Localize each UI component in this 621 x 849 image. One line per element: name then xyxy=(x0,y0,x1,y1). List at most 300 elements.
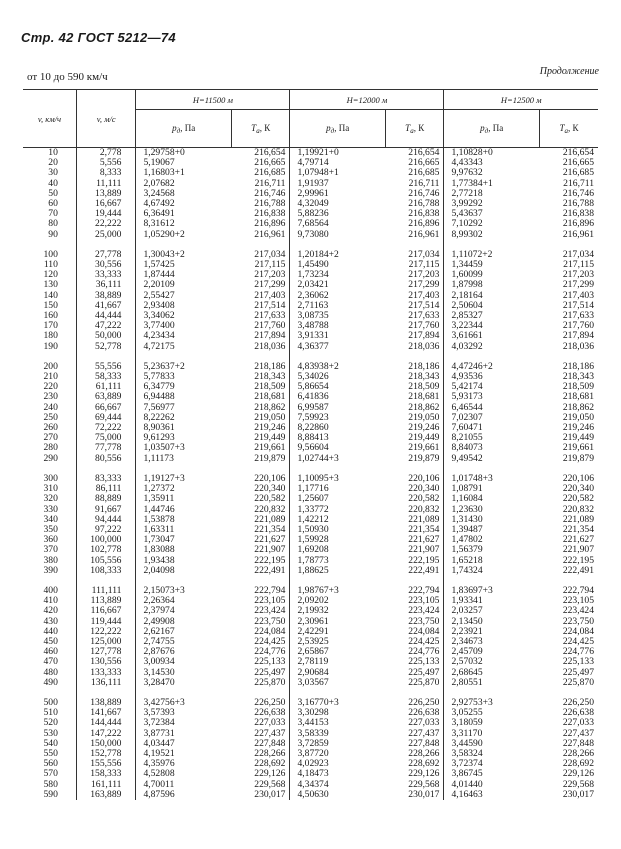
pressure-cell: 1,56379 xyxy=(444,545,539,555)
temperature-cell: 228,692 xyxy=(562,758,594,770)
speed-ms-cell: 136,111 xyxy=(76,678,136,688)
header-pressure: $p_д$, Па xyxy=(290,110,385,148)
pressure-cell: 5,88236 xyxy=(290,209,385,219)
pressure-cell: 9,73080 xyxy=(290,230,385,240)
speed-ms-cell: 19,444 xyxy=(76,209,136,219)
temperature-cell: 227,033 xyxy=(254,717,286,729)
pressure-cell: 1,98767+3 xyxy=(290,586,385,596)
pressure-cell: 2,13450 xyxy=(444,617,539,627)
temperature-cell: 217,403 xyxy=(562,289,594,301)
speed-kmh-cell: 540 xyxy=(43,737,58,749)
speed-kmh-cell: 300 xyxy=(43,472,58,484)
pressure-cell: 1,25607 xyxy=(290,494,385,504)
speed-ms-cell: 116,667 xyxy=(76,606,136,616)
pressure-cell: 2,15073+3 xyxy=(136,586,231,596)
header-pressure: $p_д$, Па xyxy=(136,110,231,148)
temperature-cell: 223,424 xyxy=(408,605,440,617)
speed-ms-cell: 5,556 xyxy=(76,158,136,168)
speed-kmh-cell: 90 xyxy=(48,228,58,240)
temperature-cell: 224,425 xyxy=(254,635,286,647)
temperature-cell: 216,665 xyxy=(408,157,440,169)
temperature-cell: 229,126 xyxy=(254,768,286,780)
temperature-cell: 228,266 xyxy=(562,747,594,759)
pressure-cell: 2,37974 xyxy=(136,606,231,616)
pressure-cell: 7,10292 xyxy=(444,219,539,229)
speed-kmh-cell: 420 xyxy=(43,605,58,617)
temperature-cell: 224,776 xyxy=(254,646,286,658)
pressure-cell: 2,85327 xyxy=(444,311,539,321)
temperature-cell: 219,879 xyxy=(254,452,286,464)
pressure-cell: 4,87596 xyxy=(136,790,231,800)
pressure-cell: 3,31170 xyxy=(444,729,539,739)
pressure-cell: 8,31612 xyxy=(136,219,231,229)
table-body xyxy=(23,148,598,800)
speed-kmh-cell: 400 xyxy=(43,584,58,596)
atmosphere-table xyxy=(23,89,598,800)
temperature-cell: 224,084 xyxy=(562,625,594,637)
pressure-cell: 1,11072+2 xyxy=(444,250,539,260)
speed-kmh-cell: 530 xyxy=(43,727,58,739)
pressure-cell: 3,87720 xyxy=(290,749,385,759)
speed-kmh-cell: 480 xyxy=(43,666,58,678)
speed-kmh-cell: 30 xyxy=(48,167,58,179)
speed-ms-cell: 2,778 xyxy=(76,148,136,159)
pressure-cell: 1,34459 xyxy=(444,260,539,270)
pressure-cell: 2,09202 xyxy=(290,596,385,606)
pressure-cell: 3,58339 xyxy=(290,729,385,739)
pressure-cell: 2,80551 xyxy=(444,678,539,688)
temperature-cell: 219,050 xyxy=(254,411,286,423)
temperature-cell: 217,034 xyxy=(408,248,440,260)
speed-ms-cell: 158,333 xyxy=(76,769,136,779)
temperature-cell: 216,654 xyxy=(254,147,286,158)
temperature-cell: 217,894 xyxy=(562,330,594,342)
speed-ms-cell: 41,667 xyxy=(76,301,136,311)
pressure-cell: 4,52808 xyxy=(136,769,231,779)
pressure-cell: 2,07682 xyxy=(136,179,231,189)
temperature-cell: 217,760 xyxy=(254,320,286,332)
speed-kmh-cell: 40 xyxy=(48,177,58,189)
speed-kmh-cell: 430 xyxy=(43,615,58,627)
speed-ms-cell: 113,889 xyxy=(76,596,136,606)
pressure-cell: 1,39487 xyxy=(444,525,539,535)
temperature-cell: 227,848 xyxy=(562,737,594,749)
temperature-cell: 218,509 xyxy=(562,381,594,393)
temperature-cell: 225,133 xyxy=(408,656,440,668)
speed-ms-cell: 16,667 xyxy=(76,199,136,209)
temperature-cell: 218,343 xyxy=(408,371,440,383)
speed-kmh-cell: 10 xyxy=(48,147,58,158)
temperature-cell: 225,870 xyxy=(408,676,440,688)
temperature-cell: 219,050 xyxy=(408,411,440,423)
speed-ms-cell: 125,000 xyxy=(76,637,136,647)
temperature-cell: 226,250 xyxy=(562,696,594,708)
speed-kmh-cell: 230 xyxy=(43,391,58,403)
pressure-cell: 1,87444 xyxy=(136,270,231,280)
pressure-cell: 9,49542 xyxy=(444,454,539,464)
speed-ms-cell: 22,222 xyxy=(76,219,136,229)
speed-kmh-cell: 500 xyxy=(43,696,58,708)
table-row xyxy=(23,342,598,352)
temperature-cell: 220,340 xyxy=(254,483,286,495)
pressure-cell: 1,31430 xyxy=(444,515,539,525)
pressure-cell: 2,04098 xyxy=(136,566,231,576)
pressure-cell: 1,23630 xyxy=(444,505,539,515)
temperature-cell: 220,832 xyxy=(562,503,594,515)
pressure-cell: 1,50930 xyxy=(290,525,385,535)
temperature-cell: 223,105 xyxy=(562,595,594,607)
temperature-cell: 217,514 xyxy=(408,299,440,311)
speed-ms-cell: 33,333 xyxy=(76,270,136,280)
temperature-cell: 224,776 xyxy=(562,646,594,658)
temperature-cell: 217,115 xyxy=(563,259,594,271)
speed-kmh-cell: 200 xyxy=(43,360,58,372)
speed-ms-cell: 97,222 xyxy=(76,525,136,535)
pressure-cell: 8,22262 xyxy=(136,413,231,423)
temperature-cell: 228,692 xyxy=(254,758,286,770)
pressure-cell: 7,68564 xyxy=(290,219,385,229)
pressure-cell: 1,16084 xyxy=(444,494,539,504)
temperature-cell: 222,491 xyxy=(254,564,286,576)
temperature-cell: 219,661 xyxy=(254,442,286,454)
speed-ms-cell: 72,222 xyxy=(76,423,136,433)
speed-kmh-cell: 60 xyxy=(48,198,58,210)
temperature-cell: 216,685 xyxy=(562,167,594,179)
temperature-cell: 216,746 xyxy=(408,187,440,199)
pressure-cell: 3,72859 xyxy=(290,739,385,749)
temperature-cell: 218,862 xyxy=(408,401,440,413)
speed-ms-cell: 152,778 xyxy=(76,749,136,759)
temperature-cell: 227,033 xyxy=(562,717,594,729)
pressure-cell: 1,08791 xyxy=(444,484,539,494)
pressure-cell: 5,43637 xyxy=(444,209,539,219)
temperature-cell: 229,126 xyxy=(562,768,594,780)
temperature-cell: 219,050 xyxy=(562,411,594,423)
temperature-cell: 227,848 xyxy=(254,737,286,749)
pressure-cell: 1,19127+3 xyxy=(136,474,231,484)
pressure-cell: 2,93408 xyxy=(136,301,231,311)
pressure-cell: 7,59923 xyxy=(290,413,385,423)
temperature-cell: 221,907 xyxy=(562,544,594,556)
header-v-kmh: v, км/ч xyxy=(23,90,76,148)
temperature-cell: 216,838 xyxy=(408,208,440,220)
speed-kmh-cell: 390 xyxy=(43,564,58,576)
pressure-cell: 3,16770+3 xyxy=(290,698,385,708)
speed-ms-cell: 63,889 xyxy=(76,392,136,402)
temperature-cell: 229,568 xyxy=(254,778,286,790)
temperature-cell: 220,582 xyxy=(254,493,286,505)
temperature-cell: 217,203 xyxy=(408,269,440,281)
temperature-cell: 218,186 xyxy=(408,360,440,372)
temperature-cell: 217,299 xyxy=(562,279,594,291)
speed-kmh-cell: 160 xyxy=(43,310,58,322)
pressure-cell: 1,63311 xyxy=(136,525,231,535)
temperature-cell: 220,582 xyxy=(562,493,594,505)
temperature-cell: 219,449 xyxy=(562,432,594,444)
pressure-cell: 4,47246+2 xyxy=(444,362,539,372)
speed-ms-cell: 50,000 xyxy=(76,331,136,341)
speed-kmh-cell: 180 xyxy=(43,330,58,342)
pressure-cell: 3,72384 xyxy=(136,718,231,728)
temperature-cell: 222,794 xyxy=(254,584,286,596)
speed-ms-cell: 94,444 xyxy=(76,515,136,525)
temperature-cell: 218,862 xyxy=(562,401,594,413)
temperature-cell: 217,894 xyxy=(254,330,286,342)
pressure-cell: 8,22860 xyxy=(290,423,385,433)
temperature-cell: 225,497 xyxy=(408,666,440,678)
temperature-cell: 218,036 xyxy=(254,340,286,352)
speed-ms-cell: 144,444 xyxy=(76,718,136,728)
speed-ms-cell: 52,778 xyxy=(76,342,136,352)
temperature-cell: 230,017 xyxy=(408,788,440,800)
temperature-cell: 216,746 xyxy=(254,187,286,199)
speed-kmh-cell: 470 xyxy=(43,656,58,668)
temperature-cell: 225,870 xyxy=(562,676,594,688)
temperature-cell: 221,089 xyxy=(408,513,440,525)
speed-kmh-cell: 380 xyxy=(43,554,58,566)
temperature-cell: 226,250 xyxy=(254,696,286,708)
temperature-cell: 216,665 xyxy=(254,157,286,169)
speed-ms-cell: 69,444 xyxy=(76,413,136,423)
pressure-cell: 2,78119 xyxy=(290,657,385,667)
temperature-cell: 218,509 xyxy=(408,381,440,393)
temperature-cell: 225,133 xyxy=(254,656,286,668)
speed-ms-cell: 25,000 xyxy=(76,230,136,240)
temperature-cell: 224,084 xyxy=(254,625,286,637)
temperature-cell: 216,654 xyxy=(562,147,594,158)
speed-kmh-cell: 520 xyxy=(43,717,58,729)
pressure-cell: 1,42212 xyxy=(290,515,385,525)
speed-kmh-cell: 590 xyxy=(43,788,58,800)
pressure-cell: 4,93536 xyxy=(444,372,539,382)
speed-kmh-cell: 320 xyxy=(43,493,58,505)
temperature-cell: 216,896 xyxy=(254,218,286,230)
pressure-cell: 2,45709 xyxy=(444,647,539,657)
pressure-cell: 8,88413 xyxy=(290,433,385,443)
speed-ms-cell: 13,889 xyxy=(76,189,136,199)
speed-ms-cell: 38,889 xyxy=(76,291,136,301)
temperature-cell: 216,711 xyxy=(254,177,286,189)
temperature-cell: 217,633 xyxy=(562,310,594,322)
temperature-cell: 227,437 xyxy=(254,727,286,739)
temperature-cell: 227,437 xyxy=(408,727,440,739)
pressure-cell: 1,60099 xyxy=(444,270,539,280)
temperature-cell: 224,425 xyxy=(408,635,440,647)
pressure-cell: 2,68645 xyxy=(444,668,539,678)
pressure-cell: 1,30043+2 xyxy=(136,250,231,260)
pressure-cell: 3,14530 xyxy=(136,668,231,678)
table-row xyxy=(23,678,598,688)
speed-ms-cell: 91,667 xyxy=(76,505,136,515)
speed-kmh-cell: 310 xyxy=(43,483,58,495)
temperature-cell: 221,354 xyxy=(562,523,594,535)
temperature-cell: 218,186 xyxy=(562,360,594,372)
temperature-cell: 221,354 xyxy=(408,523,440,535)
header-altitude-3: H=12500 м xyxy=(444,90,598,110)
pressure-cell: 5,19067 xyxy=(136,158,231,168)
temperature-cell: 216,711 xyxy=(563,177,594,189)
header-row-altitudes xyxy=(23,90,598,110)
temperature-cell: 226,638 xyxy=(408,707,440,719)
temperature-cell: 217,115 xyxy=(254,259,286,271)
temperature-cell: 228,266 xyxy=(254,747,286,759)
pressure-cell: 1,17716 xyxy=(290,484,385,494)
pressure-cell: 4,67492 xyxy=(136,199,231,209)
pressure-cell: 3,28470 xyxy=(136,678,231,688)
temperature-cell: 223,424 xyxy=(562,605,594,617)
temperature-cell: 216,838 xyxy=(562,208,594,220)
temperature-cell: 217,299 xyxy=(254,279,286,291)
temperature-cell: 216,961 xyxy=(408,228,440,240)
pressure-cell: 2,90684 xyxy=(290,668,385,678)
temperature-cell: 218,343 xyxy=(562,371,594,383)
pressure-cell: 4,34374 xyxy=(290,780,385,790)
temperature-cell: 217,034 xyxy=(254,248,286,260)
speed-ms-cell: 141,667 xyxy=(76,708,136,718)
pressure-cell: 3,77400 xyxy=(136,321,231,331)
speed-ms-cell: 55,556 xyxy=(76,362,136,372)
temperature-cell: 217,894 xyxy=(408,330,440,342)
temperature-cell: 226,250 xyxy=(408,696,440,708)
pressure-cell: 2,19932 xyxy=(290,606,385,616)
speed-kmh-cell: 290 xyxy=(43,452,58,464)
temperature-cell: 216,961 xyxy=(254,228,286,240)
pressure-cell: 4,32049 xyxy=(290,199,385,209)
temperature-cell: 220,340 xyxy=(562,483,594,495)
temperature-cell: 229,568 xyxy=(408,778,440,790)
pressure-cell: 4,72175 xyxy=(136,342,231,352)
pressure-cell: 8,90361 xyxy=(136,423,231,433)
pressure-cell: 1,78773 xyxy=(290,556,385,566)
temperature-cell: 224,084 xyxy=(408,625,440,637)
speed-ms-cell: 44,444 xyxy=(76,311,136,321)
speed-kmh-cell: 110 xyxy=(43,259,58,271)
temperature-cell: 217,115 xyxy=(408,259,440,271)
temperature-cell: 221,627 xyxy=(408,534,440,546)
temperature-cell: 229,126 xyxy=(408,768,440,780)
speed-kmh-cell: 510 xyxy=(43,707,58,719)
pressure-cell: 2,03257 xyxy=(444,606,539,616)
header-temperature: $T_a$, К xyxy=(231,110,290,148)
pressure-cell: 4,03447 xyxy=(136,739,231,749)
temperature-cell: 230,017 xyxy=(254,788,286,800)
temperature-cell: 220,340 xyxy=(408,483,440,495)
pressure-cell: 1,20184+2 xyxy=(290,250,385,260)
table-row xyxy=(23,606,598,616)
temperature-cell: 217,203 xyxy=(254,269,286,281)
temperature-cell: 225,133 xyxy=(562,656,594,668)
temperature-cell: 218,681 xyxy=(408,391,440,403)
pressure-cell: 4,01440 xyxy=(444,780,539,790)
speed-kmh-cell: 350 xyxy=(43,523,58,535)
pressure-cell: 4,03292 xyxy=(444,342,539,352)
pressure-cell: 3,03567 xyxy=(290,678,385,688)
pressure-cell: 1,73047 xyxy=(136,535,231,545)
speed-kmh-cell: 50 xyxy=(48,187,58,199)
pressure-cell: 4,36377 xyxy=(290,342,385,352)
pressure-cell: 1,83088 xyxy=(136,545,231,555)
speed-kmh-cell: 130 xyxy=(43,279,58,291)
pressure-cell: 6,34779 xyxy=(136,382,231,392)
pressure-cell: 6,99587 xyxy=(290,403,385,413)
speed-ms-cell: 155,556 xyxy=(76,759,136,769)
temperature-cell: 219,449 xyxy=(408,432,440,444)
temperature-cell: 218,862 xyxy=(254,401,286,413)
temperature-cell: 223,424 xyxy=(254,605,286,617)
temperature-cell: 222,195 xyxy=(254,554,286,566)
speed-ms-cell: 77,778 xyxy=(76,443,136,453)
pressure-cell: 2,65867 xyxy=(290,647,385,657)
temperature-cell: 219,246 xyxy=(254,422,286,434)
temperature-cell: 218,036 xyxy=(408,340,440,352)
temperature-cell: 220,832 xyxy=(254,503,286,515)
pressure-cell: 4,79714 xyxy=(290,158,385,168)
continued-label: Продолжение xyxy=(539,66,599,77)
speed-ms-cell: 147,222 xyxy=(76,729,136,739)
pressure-cell: 2,18164 xyxy=(444,291,539,301)
temperature-cell: 220,106 xyxy=(562,472,594,484)
temperature-cell: 222,491 xyxy=(408,564,440,576)
pressure-cell: 1,93438 xyxy=(136,556,231,566)
temperature-cell: 222,794 xyxy=(562,584,594,596)
pressure-cell: 1,87998 xyxy=(444,280,539,290)
speed-ms-cell: 130,556 xyxy=(76,657,136,667)
pressure-cell: 8,84073 xyxy=(444,443,539,453)
temperature-cell: 216,654 xyxy=(408,147,440,158)
temperature-cell: 226,638 xyxy=(562,707,594,719)
speed-kmh-cell: 450 xyxy=(43,635,58,647)
speed-kmh-cell: 120 xyxy=(43,269,58,281)
temperature-cell: 219,661 xyxy=(562,442,594,454)
speed-ms-cell: 108,333 xyxy=(76,566,136,576)
temperature-cell: 222,195 xyxy=(408,554,440,566)
temperature-cell: 216,788 xyxy=(562,198,594,210)
temperature-cell: 221,354 xyxy=(254,523,286,535)
header-altitude-1: H=11500 м xyxy=(136,90,290,110)
temperature-cell: 221,907 xyxy=(254,544,286,556)
speed-ms-cell: 11,111 xyxy=(76,179,136,189)
table-row xyxy=(23,230,598,240)
temperature-cell: 220,106 xyxy=(408,472,440,484)
pressure-cell: 1,57425 xyxy=(136,260,231,270)
pressure-cell: 1,53878 xyxy=(136,515,231,525)
temperature-cell: 223,750 xyxy=(562,615,594,627)
temperature-cell: 229,568 xyxy=(562,778,594,790)
temperature-cell: 223,105 xyxy=(408,595,440,607)
pressure-cell: 1,29758+0 xyxy=(136,148,231,159)
temperature-cell: 217,633 xyxy=(254,310,286,322)
temperature-cell: 220,832 xyxy=(408,503,440,515)
temperature-cell: 221,089 xyxy=(562,513,594,525)
speed-ms-cell: 47,222 xyxy=(76,321,136,331)
pressure-cell: 3,08735 xyxy=(290,311,385,321)
pressure-cell: 3,58324 xyxy=(444,749,539,759)
speed-ms-cell: 27,778 xyxy=(76,250,136,260)
speed-kmh-cell: 560 xyxy=(43,758,58,770)
pressure-cell: 4,23434 xyxy=(136,331,231,341)
speed-ms-cell: 30,556 xyxy=(76,260,136,270)
pressure-cell: 1,44746 xyxy=(136,505,231,515)
temperature-cell: 217,633 xyxy=(408,310,440,322)
pressure-cell: 2,71163 xyxy=(290,301,385,311)
pressure-cell: 3,00934 xyxy=(136,657,231,667)
pressure-cell: 3,30298 xyxy=(290,708,385,718)
pressure-cell: 6,46544 xyxy=(444,403,539,413)
pressure-cell: 1,93341 xyxy=(444,596,539,606)
pressure-cell: 1,11173 xyxy=(136,454,231,464)
pressure-cell: 5,77833 xyxy=(136,372,231,382)
pressure-cell: 1,83697+3 xyxy=(444,586,539,596)
